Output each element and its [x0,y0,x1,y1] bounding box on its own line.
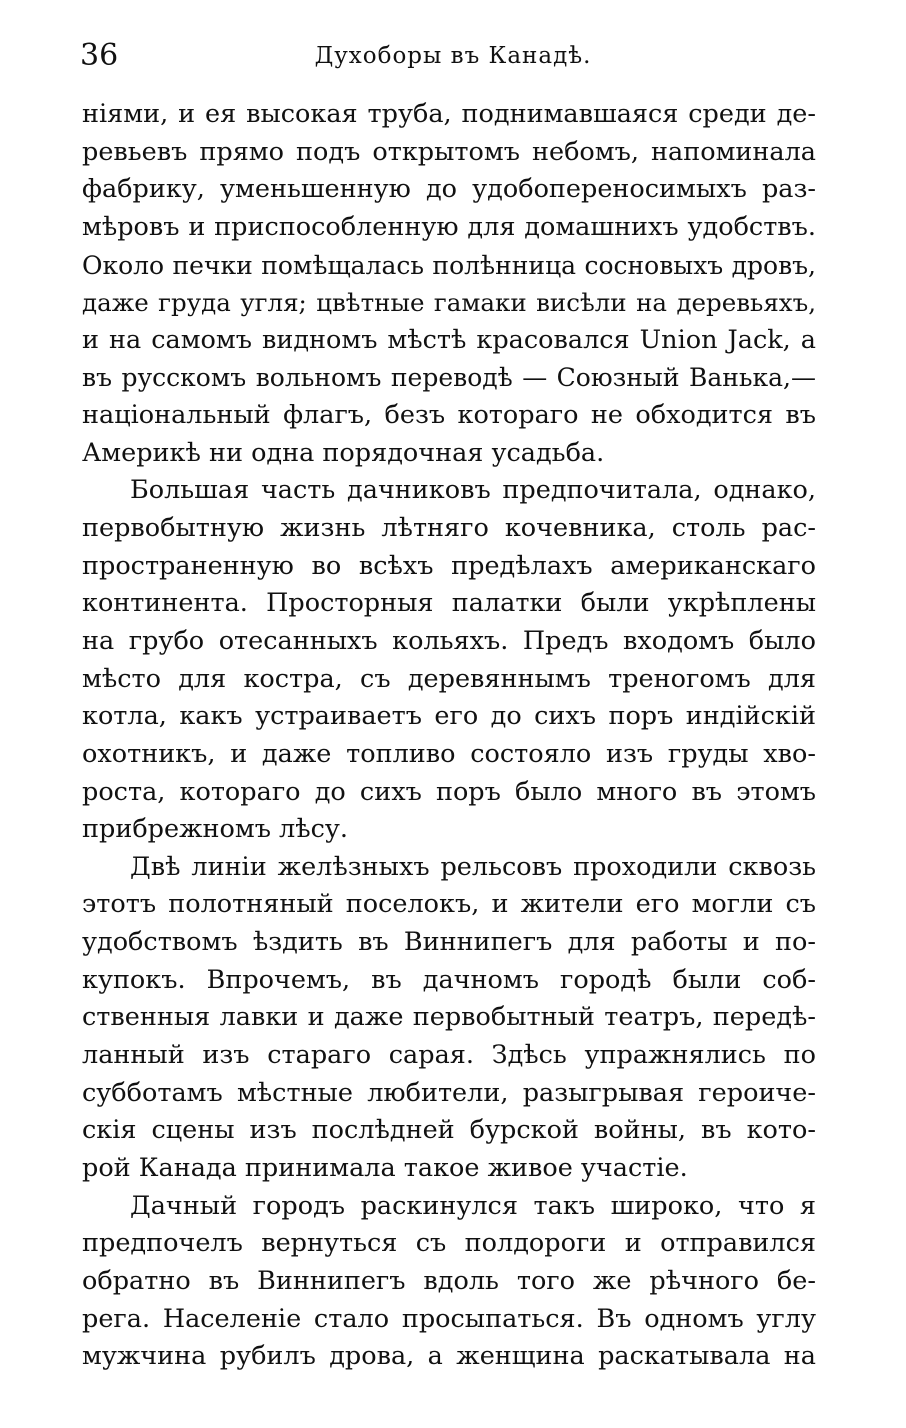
text-line: мѣсто для костра, съ деревяннымъ треногомъ для [82,663,816,694]
text-line: пространенную во всѣхъ предѣлахъ американскаго [82,550,816,581]
page-number: 36 [80,38,119,73]
text-line: даже груда угля; цвѣтные гамаки висѣли на деревьяхъ, [82,288,816,318]
text-line: Двѣ линіи желѣзныхъ рельсовъ проходили сквозь [130,851,816,882]
paragraph-1 [82,96,816,472]
text-line: мѣровъ и приспособленную для домашнихъ удобствъ. [82,211,816,242]
text-line: ніями, и ея высокая труба, поднимавшаяся среди де- [82,99,816,129]
text-line: субботамъ мѣстные любители, разыгрывая героиче- [82,1077,816,1108]
text-line: удобствомъ ѣздить въ Виннипегъ для работы и по- [82,927,816,958]
text-line: и на самомъ видномъ мѣстѣ красовался Union Jack, а [82,324,816,355]
text-line: фабрику, уменьшенную до удобопереносимыхъ раз- [82,174,816,205]
text-line: охотникъ, и даже топливо состояло изъ груды хво- [82,738,816,769]
text-line: національный флагъ, безъ котораго не обходится въ [82,400,816,431]
text-line: на грубо отесанныхъ кольяхъ. Предъ входомъ было [82,625,816,656]
paragraph-2 [82,472,816,848]
text-line: Около печки помѣщалась полѣнница сосновыхъ дровъ, [82,250,816,280]
text-line: роста, котораго до сихъ поръ было много въ этомъ [82,776,816,807]
paragraph-3 [82,849,816,1188]
text-line: первобытную жизнь лѣтняго кочевника, столь рас- [82,513,816,544]
body-text [82,96,816,1376]
text-line: Америкѣ ни одна порядочная усадьба. [82,437,605,468]
text-line: мужчина рубилъ дрова, а женщина раскатывала на [82,1341,816,1372]
running-title: Духоборы въ Канадѣ. [314,43,592,69]
text-line: обратно въ Виннипегъ вдоль того же рѣчного бе- [82,1265,816,1296]
text-line: прибрежномъ лѣсу. [82,814,349,845]
text-line: ланный изъ стараго сарая. Здѣсь упражнялись по [82,1040,816,1071]
text-line: котла, какъ устраиваетъ его до сихъ поръ индійскій [82,701,816,732]
text-line: континента. Просторныя палатки были укрѣплены [82,588,816,619]
text-line: этотъ полотняный поселокъ, и жители его могли съ [82,889,816,920]
text-line: предпочелъ вернуться съ полдороги и отправился [82,1228,816,1259]
text-line: ревьевъ прямо подъ открытомъ небомъ, напоминала [82,136,816,167]
text-line: Дачный городъ раскинулся такъ широко, что я [130,1190,816,1221]
text-line: рега. Населеніе стало просыпаться. Въ одномъ углу [82,1303,816,1334]
paragraph-4 [82,1188,816,1376]
text-line: Большая часть дачниковъ предпочитала, однако, [130,475,816,506]
text-line: купокъ. Впрочемъ, въ дачномъ городѣ были соб- [82,964,816,995]
text-line: скія сцены изъ послѣдней бурской войны, въ кото- [82,1115,816,1146]
text-line: въ русскомъ вольномъ переводѣ — Союзный Ванька,— [82,363,816,393]
text-line: ственныя лавки и даже первобытный театръ, передѣ- [82,1002,816,1033]
text-line: рой Канада принимала такое живое участіе. [82,1152,688,1183]
